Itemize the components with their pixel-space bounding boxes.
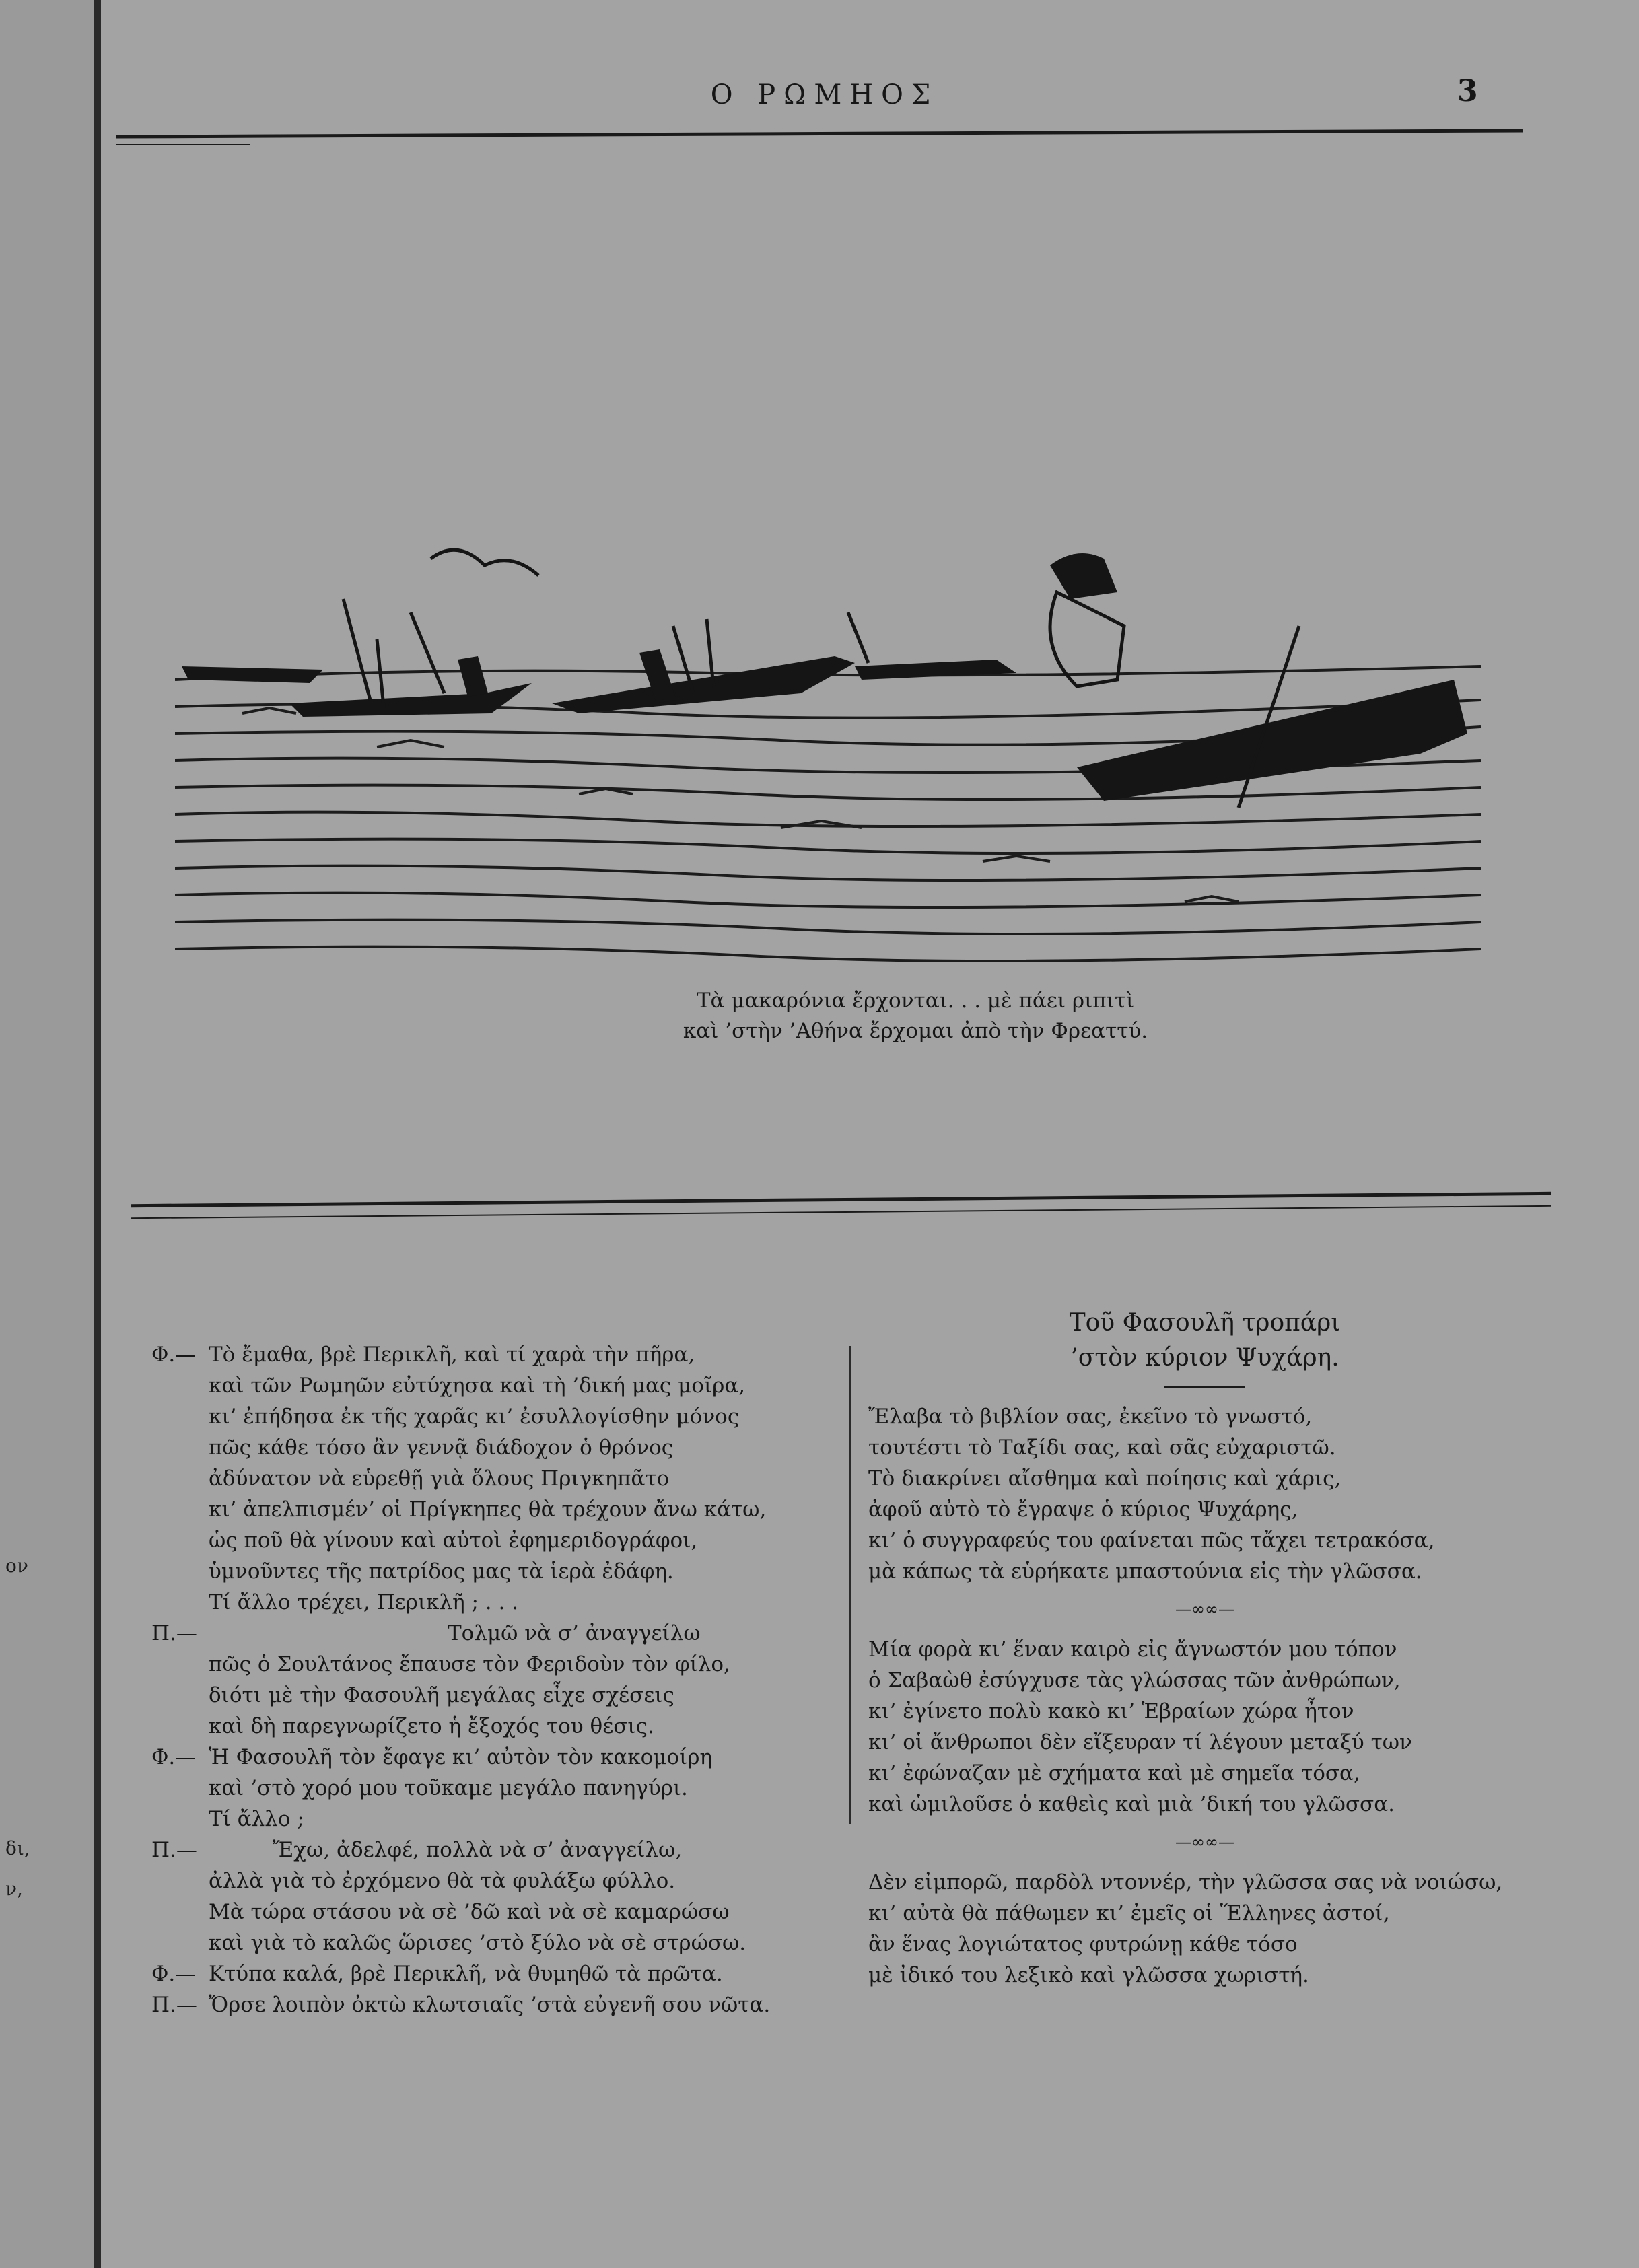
sea-line bbox=[175, 839, 1481, 853]
column-divider bbox=[849, 1346, 851, 1824]
speaker: Π.— bbox=[151, 1838, 197, 1862]
margin-fragment: ον bbox=[5, 1555, 28, 1577]
dialogue-line bbox=[151, 1804, 831, 1835]
poem-line: καὶ ὡμιλοῦσε ὁ καθεὶς καὶ μιὰ ’δική του γλῶσσα. bbox=[868, 1792, 1395, 1816]
poem-line: ἂν ἕνας λογιώτατος φυτρώνῃ κάθε τόσο bbox=[868, 1932, 1298, 1956]
line-text: Ἔχω, ἀδελφέ, πολλὰ νὰ σ’ ἀναγγείλω, bbox=[273, 1838, 683, 1862]
dialogue-line bbox=[151, 1866, 831, 1897]
title-rule bbox=[1164, 1386, 1245, 1388]
line-text: πῶς κάθε τόσο ἂν γεννᾷ διάδοχον ὁ θρόνος bbox=[209, 1436, 674, 1460]
stanza-2 bbox=[868, 1634, 1541, 1820]
line-text: ὑμνοῦντες τῆς πατρίδος μας τὰ ἱερὰ ἐδάφη. bbox=[209, 1559, 674, 1584]
dialogue-line bbox=[151, 1556, 831, 1587]
dialogue-line bbox=[151, 1618, 831, 1649]
dialogue-line bbox=[151, 1649, 831, 1680]
header-rule-thin bbox=[116, 144, 250, 145]
stanza-1 bbox=[868, 1401, 1541, 1587]
line-text: καὶ ’στὸ χορό μου τοῦκαμε μεγάλο πανηγύρι. bbox=[209, 1776, 688, 1800]
ship-hull bbox=[552, 656, 855, 713]
line-text: ἀδύνατον νὰ εὑρεθῇ γιὰ ὅλους Πριγκηπᾶτο bbox=[209, 1466, 670, 1491]
ship-hull bbox=[289, 683, 532, 717]
newspaper-title: Ο ΡΩΜΗΟΣ bbox=[710, 79, 939, 110]
boat-hull bbox=[1077, 680, 1467, 801]
caption-line: Τὰ μακαρόνια ἔρχονται. . . μὲ πάει ριπιτὶ bbox=[696, 989, 1135, 1013]
poem-title-line: Τοῦ Φασουλῆ τροπάρι bbox=[1069, 1309, 1341, 1337]
dialogue-line bbox=[151, 1742, 831, 1773]
sea-line bbox=[175, 812, 1481, 826]
line-text: Τολμῶ νὰ σ’ ἀναγγείλω bbox=[448, 1621, 701, 1645]
smoke bbox=[431, 550, 538, 575]
line-text: καὶ δὴ παρεγνωρίζετο ἡ ἔξοχός του θέσις. bbox=[209, 1714, 654, 1738]
poem-line: Μία φορὰ κι’ ἕναν καιρὸ εἰς ἄγνωστόν μου τόπον bbox=[868, 1637, 1397, 1662]
sea-line bbox=[175, 947, 1481, 961]
line-text: διότι μὲ τὴν Φασουλῆ μεγάλας εἶχε σχέσεις bbox=[209, 1683, 674, 1707]
poem-line: τουτέστι τὸ Ταξίδι σας, καὶ σᾶς εὐχαριστῶ. bbox=[868, 1436, 1336, 1460]
stanza-3 bbox=[868, 1867, 1541, 1991]
speaker: Π.— bbox=[151, 1621, 197, 1645]
line-text: Ὄρσε λοιπὸν ὀκτὼ κλωτσιαῖς ’στὰ εὐγενῆ σου νῶτα. bbox=[209, 1993, 771, 2017]
ornament-divider: —∞∞— bbox=[1175, 1833, 1234, 1851]
dialogue-line bbox=[151, 1339, 831, 1370]
speaker: Φ.— bbox=[151, 1745, 197, 1769]
dialogue-line bbox=[151, 1587, 831, 1618]
poem-line: μὲ ἰδικό του λεξικὸ καὶ γλῶσσα χωριστή. bbox=[868, 1963, 1309, 1987]
speaker: Π.— bbox=[151, 1993, 197, 2017]
margin-fragment: ν, bbox=[5, 1878, 23, 1900]
poem-title bbox=[868, 1306, 1541, 1376]
poem-line: ὁ Σαβαὼθ ἐσύγχυσε τὰς γλώσσας τῶν ἀνθρώπων, bbox=[868, 1668, 1401, 1693]
line-text: πῶς ὁ Σουλτάνος ἔπαυσε τὸν Φεριδοὺν τὸν φίλο, bbox=[209, 1652, 730, 1676]
ornament-divider: —∞∞— bbox=[1175, 1600, 1234, 1619]
poem-column bbox=[868, 1306, 1541, 1997]
left-page-strip bbox=[0, 0, 94, 2268]
illustration-caption bbox=[512, 986, 1319, 1047]
dialogue-line bbox=[151, 1835, 831, 1866]
dialogue-line bbox=[151, 1494, 831, 1525]
line-text: καὶ γιὰ τὸ καλῶς ὥρισες ’στὸ ξύλο νὰ σὲ στρώσω. bbox=[209, 1931, 746, 1955]
line-text: ἀλλὰ γιὰ τὸ ἐρχόμενο θὰ τὰ φυλάξω φύλλο. bbox=[209, 1869, 676, 1893]
sea-line bbox=[175, 893, 1481, 907]
ship-hull bbox=[182, 666, 323, 683]
poem-line: κι’ ὁ συγγραφεύς του φαίνεται πῶς τἄχει τετρακόσα, bbox=[868, 1528, 1435, 1553]
line-text: ὡς ποῦ θὰ γίνουν καὶ αὐτοὶ ἐφημεριδογράφοι, bbox=[209, 1528, 698, 1553]
caption-line: καὶ ’στὴν ’Αθήνα ἔρχομαι ἀπὸ τὴν Φρεαττύ. bbox=[683, 1019, 1148, 1043]
dialogue-line bbox=[151, 1897, 831, 1927]
sea-line bbox=[175, 866, 1481, 880]
poem-line: κι’ οἱ ἄνθρωποι δὲν εἴξευραν τί λέγουν μεταξύ των bbox=[868, 1730, 1412, 1755]
dialogue-line bbox=[151, 1989, 831, 2020]
page-number: 3 bbox=[1457, 74, 1478, 108]
line-text: Τί ἄλλο τρέχει, Περικλῆ ; . . . bbox=[209, 1590, 519, 1615]
margin-fragment: δι, bbox=[5, 1837, 30, 1859]
ship-mast bbox=[343, 599, 444, 707]
line-text: καὶ τῶν Ρωμηῶν εὐτύχησα καὶ τὴ ’δική μας μοῖρα, bbox=[209, 1374, 746, 1398]
dialogue-line bbox=[151, 1927, 831, 1958]
dialogue-line bbox=[151, 1370, 831, 1401]
poem-line: μὰ κάπως τὰ εὑρήκατε μπαστούνια εἰς τὴν γλῶσσα. bbox=[868, 1559, 1422, 1584]
poem-line: Δὲν εἰμπορῶ, παρδὸλ ντοννέρ, τὴν γλῶσσα σας νὰ νοιώσω, bbox=[868, 1870, 1503, 1894]
poem-line: Ἔλαβα τὸ βιβλίον σας, ἐκεῖνο τὸ γνωστό, bbox=[868, 1405, 1313, 1429]
dialogue-line bbox=[151, 1401, 831, 1432]
sea-line bbox=[175, 785, 1481, 800]
dialogue-line bbox=[151, 1680, 831, 1711]
dialogue-line bbox=[151, 1958, 831, 1989]
speaker: Φ.— bbox=[151, 1343, 197, 1367]
ship-hull bbox=[855, 660, 1016, 680]
line-text: Τὸ ἔμαθα, βρὲ Περικλῆ, καὶ τί χαρὰ τὴν πῆρα, bbox=[209, 1343, 695, 1367]
line-text: Μὰ τώρα στάσου νὰ σὲ ’δῶ καὶ νὰ σὲ καμαρώσω bbox=[209, 1900, 730, 1924]
oar bbox=[1239, 626, 1299, 808]
poem-line: Τὸ διακρίνει αἴσθημα καὶ ποίησις καὶ χάρις, bbox=[868, 1466, 1341, 1491]
line-text: Κτύπα καλά, βρὲ Περικλῆ, νὰ θυμηθῶ τὰ πρῶτα. bbox=[209, 1962, 723, 1986]
ship-funnel bbox=[458, 656, 488, 697]
rower-body bbox=[1050, 592, 1124, 686]
poem-line: ἀφοῦ αὐτὸ τὸ ἔγραψε ὁ κύριος Ψυχάρης, bbox=[868, 1497, 1298, 1522]
sea-line bbox=[175, 920, 1481, 934]
dialogue-line bbox=[151, 1525, 831, 1556]
poem-line: κι’ αὐτὰ θὰ πάθωμεν κι’ ἐμεῖς οἱ Ἕλληνες ἀστοί, bbox=[868, 1901, 1390, 1925]
line-text: Ἡ Φασουλῆ τὸν ἔφαγε κι’ αὐτὸν τὸν κακομοίρη bbox=[209, 1745, 713, 1769]
line-text: κι’ ἀπελπισμέν’ οἱ Πρίγκηπες θὰ τρέχουν ἄνω κάτω, bbox=[209, 1497, 767, 1522]
poem-title-line: ’στὸν κύριον Ψυχάρη. bbox=[1070, 1344, 1339, 1372]
dialogue-line bbox=[151, 1432, 831, 1463]
dialogue-line bbox=[151, 1773, 831, 1804]
line-text: Τί ἄλλο ; bbox=[209, 1807, 304, 1831]
speaker: Φ.— bbox=[151, 1962, 197, 1986]
poem-line: κι’ ἐφώναζαν μὲ σχήματα καὶ μὲ σημεῖα τόσα, bbox=[868, 1761, 1360, 1785]
dialogue-line bbox=[151, 1463, 831, 1494]
dialogue-column bbox=[151, 1339, 831, 2020]
line-text: κι’ ἐπήδησα ἐκ τῆς χαρᾶς κι’ ἐσυλλογίσθην μόνος bbox=[209, 1405, 740, 1429]
cartoon-illustration bbox=[175, 511, 1481, 976]
dialogue-line bbox=[151, 1711, 831, 1742]
poem-line: κι’ ἐγίνετο πολὺ κακὸ κι’ Ἑβραίων χώρα ἦτον bbox=[868, 1699, 1354, 1724]
